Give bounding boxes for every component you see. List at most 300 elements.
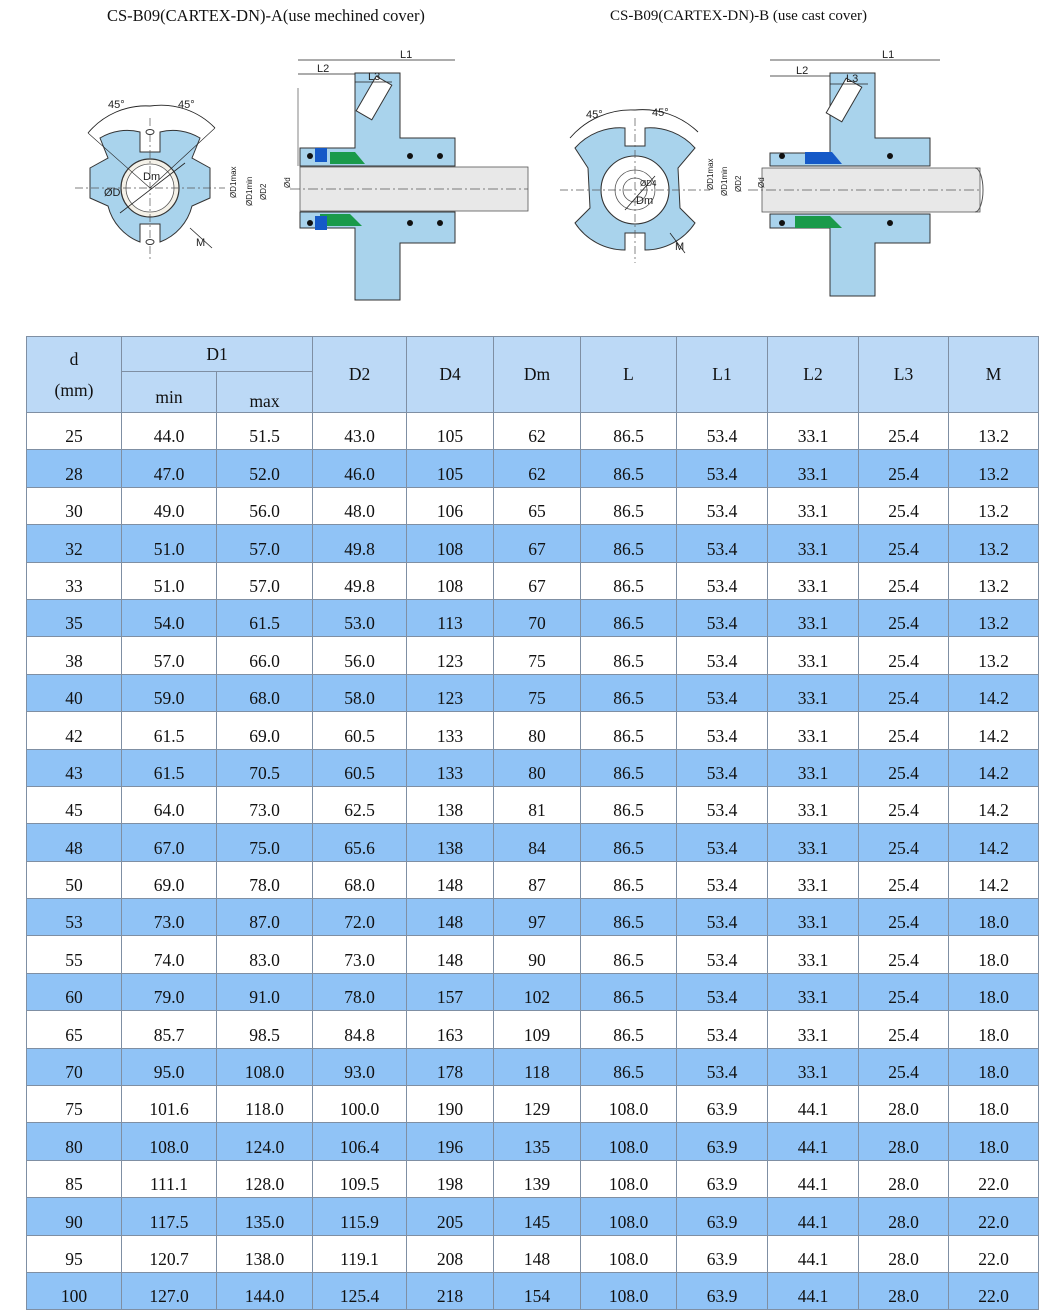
- cell-m: 13.2: [949, 562, 1039, 599]
- cell-d2: 119.1: [313, 1235, 407, 1272]
- cell-dm: 62: [494, 450, 581, 487]
- cell-l1: 63.9: [677, 1123, 768, 1160]
- header-d1-min: min: [122, 372, 217, 413]
- cell-l1: 53.4: [677, 973, 768, 1010]
- cell-l: 86.5: [581, 973, 677, 1010]
- cell-l: 86.5: [581, 562, 677, 599]
- cell-m: 13.2: [949, 487, 1039, 524]
- cell-l2: 44.1: [768, 1198, 859, 1235]
- cell-m: 22.0: [949, 1160, 1039, 1197]
- cell-dm: 67: [494, 562, 581, 599]
- header-d1-max: max: [217, 372, 313, 413]
- l2-label-b: L2: [796, 65, 809, 77]
- cell-d: 85: [27, 1160, 122, 1197]
- cell-l3: 25.4: [859, 973, 949, 1010]
- table-row: [27, 674, 1039, 711]
- cell-l2: 33.1: [768, 413, 859, 450]
- cell-d: 45: [27, 786, 122, 823]
- cell-d4: 138: [407, 786, 494, 823]
- cell-dm: 90: [494, 936, 581, 973]
- cell-d2: 48.0: [313, 487, 407, 524]
- l3-label: L3: [368, 71, 381, 83]
- table-row: [27, 413, 1039, 450]
- table-row: [27, 1086, 1039, 1123]
- cell-d1-min: 61.5: [122, 712, 217, 749]
- cell-m: 13.2: [949, 599, 1039, 636]
- header-d: [27, 337, 122, 413]
- cell-d1-min: 73.0: [122, 899, 217, 936]
- table-row: [27, 824, 1039, 861]
- cell-d4: 123: [407, 674, 494, 711]
- cell-d1-max: 144.0: [217, 1272, 313, 1309]
- cell-d: 90: [27, 1198, 122, 1235]
- cell-l3: 25.4: [859, 599, 949, 636]
- cell-m: 13.2: [949, 637, 1039, 674]
- cell-d2: 60.5: [313, 712, 407, 749]
- cell-l2: 33.1: [768, 973, 859, 1010]
- cell-d4: 208: [407, 1235, 494, 1272]
- cell-l1: 53.4: [677, 562, 768, 599]
- cell-d4: 148: [407, 936, 494, 973]
- cell-d1-max: 52.0: [217, 450, 313, 487]
- cell-d2: 84.8: [313, 1011, 407, 1048]
- od1min-label-b: ØD1min: [720, 166, 729, 196]
- cell-d2: 68.0: [313, 861, 407, 898]
- cell-l2: 44.1: [768, 1235, 859, 1272]
- cell-d1-min: 67.0: [122, 824, 217, 861]
- cell-l: 86.5: [581, 824, 677, 861]
- cell-d1-max: 66.0: [217, 637, 313, 674]
- od-label: ØD: [104, 187, 121, 199]
- cell-l1: 53.4: [677, 487, 768, 524]
- drawing-b-title: CS-B09(CARTEX-DN)-B (use cast cover): [610, 8, 867, 24]
- cell-d2: 115.9: [313, 1198, 407, 1235]
- cell-d4: 190: [407, 1086, 494, 1123]
- cell-d: 75: [27, 1086, 122, 1123]
- cell-m: 18.0: [949, 899, 1039, 936]
- cell-dm: 70: [494, 599, 581, 636]
- cell-d: 48: [27, 824, 122, 861]
- cell-l3: 25.4: [859, 525, 949, 562]
- cell-dm: 139: [494, 1160, 581, 1197]
- cell-d2: 100.0: [313, 1086, 407, 1123]
- cell-l2: 33.1: [768, 450, 859, 487]
- header-m: M: [949, 337, 1039, 413]
- cell-dm: 62: [494, 413, 581, 450]
- table-row: [27, 1048, 1039, 1085]
- cell-m: 14.2: [949, 861, 1039, 898]
- cell-d: 95: [27, 1235, 122, 1272]
- cell-l3: 25.4: [859, 899, 949, 936]
- cell-m: 14.2: [949, 712, 1039, 749]
- cell-dm: 75: [494, 674, 581, 711]
- cell-l3: 25.4: [859, 1011, 949, 1048]
- cell-d4: 178: [407, 1048, 494, 1085]
- header-d1: D1: [122, 337, 313, 372]
- cell-d2: 62.5: [313, 786, 407, 823]
- cell-d4: 105: [407, 413, 494, 450]
- cell-m: 14.2: [949, 786, 1039, 823]
- cell-l: 108.0: [581, 1235, 677, 1272]
- front-view-b: [560, 107, 710, 263]
- cell-l2: 33.1: [768, 562, 859, 599]
- cell-l1: 53.4: [677, 936, 768, 973]
- cell-l: 108.0: [581, 1160, 677, 1197]
- cell-d: 43: [27, 749, 122, 786]
- cell-l: 86.5: [581, 1048, 677, 1085]
- cell-d2: 93.0: [313, 1048, 407, 1085]
- header-l3: L3: [859, 337, 949, 413]
- cell-d1-max: 83.0: [217, 936, 313, 973]
- cell-l1: 63.9: [677, 1272, 768, 1309]
- cell-m: 22.0: [949, 1272, 1039, 1309]
- cell-d1-max: 70.5: [217, 749, 313, 786]
- cell-d4: 105: [407, 450, 494, 487]
- l1-label: L1: [400, 49, 413, 61]
- cell-d: 60: [27, 973, 122, 1010]
- header-d4: D4: [407, 337, 494, 413]
- shaft-d-label-b: Ød: [757, 177, 766, 188]
- cell-l2: 33.1: [768, 712, 859, 749]
- header-l: L: [581, 337, 677, 413]
- cell-d1-max: 61.5: [217, 599, 313, 636]
- cell-l2: 33.1: [768, 861, 859, 898]
- cell-l3: 28.0: [859, 1198, 949, 1235]
- cell-d1-max: 108.0: [217, 1048, 313, 1085]
- cell-dm: 80: [494, 712, 581, 749]
- cell-l: 108.0: [581, 1123, 677, 1160]
- cell-l: 86.5: [581, 450, 677, 487]
- cell-l: 86.5: [581, 674, 677, 711]
- cell-l1: 53.4: [677, 413, 768, 450]
- angle-label-left-b: 45°: [586, 109, 603, 121]
- cell-m: 22.0: [949, 1198, 1039, 1235]
- cell-l2: 33.1: [768, 786, 859, 823]
- cell-d: 50: [27, 861, 122, 898]
- shaft-d-label: Ød: [283, 177, 292, 188]
- cell-d1-max: 87.0: [217, 899, 313, 936]
- cell-d: 70: [27, 1048, 122, 1085]
- cell-dm: 75: [494, 637, 581, 674]
- cell-l1: 53.4: [677, 525, 768, 562]
- cell-d: 30: [27, 487, 122, 524]
- cell-l: 86.5: [581, 786, 677, 823]
- cell-l2: 33.1: [768, 525, 859, 562]
- header-l1: L1: [677, 337, 768, 413]
- od2-label: ØD2: [259, 183, 268, 200]
- cell-d2: 78.0: [313, 973, 407, 1010]
- cell-d: 33: [27, 562, 122, 599]
- cell-d1-max: 91.0: [217, 973, 313, 1010]
- cell-dm: 135: [494, 1123, 581, 1160]
- dimension-table: [26, 336, 1039, 1310]
- cell-d: 38: [27, 637, 122, 674]
- cell-d1-max: 128.0: [217, 1160, 313, 1197]
- cell-l1: 63.9: [677, 1198, 768, 1235]
- cell-m: 13.2: [949, 413, 1039, 450]
- cell-l3: 28.0: [859, 1272, 949, 1309]
- cell-l3: 25.4: [859, 413, 949, 450]
- table-row: [27, 487, 1039, 524]
- cell-d4: 138: [407, 824, 494, 861]
- cell-l2: 33.1: [768, 674, 859, 711]
- od2-label-b: ØD2: [734, 175, 743, 192]
- cell-l3: 25.4: [859, 450, 949, 487]
- cell-d1-max: 124.0: [217, 1123, 313, 1160]
- cell-l1: 53.4: [677, 712, 768, 749]
- dm-label-b: Dm: [636, 195, 654, 207]
- cell-d1-min: 49.0: [122, 487, 217, 524]
- cell-dm: 65: [494, 487, 581, 524]
- cell-dm: 67: [494, 525, 581, 562]
- cell-l2: 33.1: [768, 599, 859, 636]
- cell-l3: 25.4: [859, 562, 949, 599]
- cell-dm: 145: [494, 1198, 581, 1235]
- cell-d1-min: 108.0: [122, 1123, 217, 1160]
- cell-m: 13.2: [949, 450, 1039, 487]
- m-label: M: [196, 237, 206, 249]
- cell-d4: 196: [407, 1123, 494, 1160]
- cell-d4: 198: [407, 1160, 494, 1197]
- l3-label-b: L3: [846, 73, 859, 85]
- cell-d2: 72.0: [313, 899, 407, 936]
- table-row: [27, 1123, 1039, 1160]
- cell-l3: 25.4: [859, 936, 949, 973]
- cell-dm: 154: [494, 1272, 581, 1309]
- cell-l1: 53.4: [677, 450, 768, 487]
- cell-l2: 33.1: [768, 1011, 859, 1048]
- cell-l1: 63.9: [677, 1160, 768, 1197]
- cell-l2: 44.1: [768, 1272, 859, 1309]
- cell-d1-max: 56.0: [217, 487, 313, 524]
- cell-d4: 148: [407, 899, 494, 936]
- cell-l: 86.5: [581, 861, 677, 898]
- table-row: [27, 786, 1039, 823]
- table-row: [27, 525, 1039, 562]
- cell-l3: 25.4: [859, 712, 949, 749]
- cell-d1-min: 51.0: [122, 525, 217, 562]
- drawing-a-title: CS-B09(CARTEX-DN)-A(use mechined cover): [107, 6, 425, 25]
- cell-l2: 44.1: [768, 1086, 859, 1123]
- cell-l: 86.5: [581, 1011, 677, 1048]
- cell-d1-min: 57.0: [122, 637, 217, 674]
- cell-d1-max: 68.0: [217, 674, 313, 711]
- cell-l1: 53.4: [677, 861, 768, 898]
- header-d-unit: (mm): [54, 379, 94, 400]
- cell-m: 18.0: [949, 1011, 1039, 1048]
- cell-l1: 53.4: [677, 786, 768, 823]
- cell-l: 86.5: [581, 637, 677, 674]
- cell-d: 40: [27, 674, 122, 711]
- cell-d: 42: [27, 712, 122, 749]
- cell-dm: 109: [494, 1011, 581, 1048]
- table-row: [27, 973, 1039, 1010]
- cell-l: 86.5: [581, 899, 677, 936]
- table-row: [27, 1235, 1039, 1272]
- cell-l: 86.5: [581, 936, 677, 973]
- cell-d1-max: 138.0: [217, 1235, 313, 1272]
- table-row: [27, 749, 1039, 786]
- cell-m: 18.0: [949, 973, 1039, 1010]
- cell-d2: 49.8: [313, 562, 407, 599]
- cell-l3: 25.4: [859, 749, 949, 786]
- cell-l1: 63.9: [677, 1086, 768, 1123]
- header-dm: Dm: [494, 337, 581, 413]
- cell-l: 86.5: [581, 749, 677, 786]
- l2-label: L2: [317, 63, 330, 75]
- cell-d2: 46.0: [313, 450, 407, 487]
- cell-l3: 25.4: [859, 674, 949, 711]
- cell-d1-max: 57.0: [217, 525, 313, 562]
- cell-d1-min: 59.0: [122, 674, 217, 711]
- cell-d: 25: [27, 413, 122, 450]
- cell-d1-max: 75.0: [217, 824, 313, 861]
- cell-d: 65: [27, 1011, 122, 1048]
- cell-d1-max: 57.0: [217, 562, 313, 599]
- cell-d1-min: 47.0: [122, 450, 217, 487]
- cell-d: 80: [27, 1123, 122, 1160]
- cell-d1-min: 120.7: [122, 1235, 217, 1272]
- table-row: [27, 861, 1039, 898]
- cell-l3: 25.4: [859, 786, 949, 823]
- cell-l3: 25.4: [859, 824, 949, 861]
- cell-l1: 53.4: [677, 1011, 768, 1048]
- angle-label-right-b: 45°: [652, 107, 669, 119]
- od1max-label-b: ØD1max: [706, 158, 715, 190]
- od4-label: ØD4: [640, 179, 657, 188]
- cell-l2: 33.1: [768, 824, 859, 861]
- cell-d1-max: 69.0: [217, 712, 313, 749]
- table-row: [27, 936, 1039, 973]
- m-label-b: M: [675, 241, 685, 253]
- cell-dm: 148: [494, 1235, 581, 1272]
- cell-m: 14.2: [949, 824, 1039, 861]
- front-view-a: [75, 99, 225, 260]
- cell-l: 86.5: [581, 525, 677, 562]
- cell-d2: 73.0: [313, 936, 407, 973]
- cell-d2: 65.6: [313, 824, 407, 861]
- cell-d2: 109.5: [313, 1160, 407, 1197]
- cell-dm: 129: [494, 1086, 581, 1123]
- cell-d1-max: 73.0: [217, 786, 313, 823]
- cell-d1-min: 54.0: [122, 599, 217, 636]
- cell-d2: 43.0: [313, 413, 407, 450]
- cell-d2: 106.4: [313, 1123, 407, 1160]
- section-view-a: [229, 49, 528, 300]
- cell-d1-min: 64.0: [122, 786, 217, 823]
- cell-d2: 58.0: [313, 674, 407, 711]
- cell-m: 18.0: [949, 1048, 1039, 1085]
- cell-l2: 44.1: [768, 1160, 859, 1197]
- cell-m: 14.2: [949, 749, 1039, 786]
- cell-m: 14.2: [949, 674, 1039, 711]
- cell-l: 108.0: [581, 1198, 677, 1235]
- cell-l: 86.5: [581, 487, 677, 524]
- cell-dm: 102: [494, 973, 581, 1010]
- l1-label-b: L1: [882, 49, 895, 61]
- cell-l2: 33.1: [768, 749, 859, 786]
- cell-l1: 53.4: [677, 599, 768, 636]
- cell-d4: 113: [407, 599, 494, 636]
- cell-d4: 163: [407, 1011, 494, 1048]
- table-row: [27, 1198, 1039, 1235]
- cell-l3: 25.4: [859, 1048, 949, 1085]
- cell-dm: 81: [494, 786, 581, 823]
- cell-d1-max: 51.5: [217, 413, 313, 450]
- section-view-b: [706, 49, 983, 296]
- table-body: [27, 413, 1039, 1310]
- cell-dm: 80: [494, 749, 581, 786]
- cell-d1-min: 127.0: [122, 1272, 217, 1309]
- cell-l1: 53.4: [677, 899, 768, 936]
- cell-d4: 148: [407, 861, 494, 898]
- cell-l1: 53.4: [677, 824, 768, 861]
- cell-d4: 123: [407, 637, 494, 674]
- cell-d4: 106: [407, 487, 494, 524]
- cell-l1: 53.4: [677, 674, 768, 711]
- cell-l1: 63.9: [677, 1235, 768, 1272]
- cell-d4: 205: [407, 1198, 494, 1235]
- cell-dm: 87: [494, 861, 581, 898]
- cell-d1-min: 51.0: [122, 562, 217, 599]
- cell-l3: 28.0: [859, 1160, 949, 1197]
- cell-l2: 44.1: [768, 1123, 859, 1160]
- cell-d1-min: 117.5: [122, 1198, 217, 1235]
- cell-l3: 25.4: [859, 637, 949, 674]
- cell-d2: 53.0: [313, 599, 407, 636]
- cell-dm: 118: [494, 1048, 581, 1085]
- cell-d: 100: [27, 1272, 122, 1309]
- cell-l: 108.0: [581, 1086, 677, 1123]
- cell-m: 13.2: [949, 525, 1039, 562]
- cell-dm: 97: [494, 899, 581, 936]
- table-row: [27, 899, 1039, 936]
- cell-d4: 157: [407, 973, 494, 1010]
- cell-d4: 108: [407, 525, 494, 562]
- cell-d1-max: 78.0: [217, 861, 313, 898]
- cell-l2: 33.1: [768, 936, 859, 973]
- cell-d1-max: 135.0: [217, 1198, 313, 1235]
- od1min-label: ØD1min: [245, 176, 254, 206]
- cell-m: 18.0: [949, 936, 1039, 973]
- cell-d: 28: [27, 450, 122, 487]
- cell-l1: 53.4: [677, 637, 768, 674]
- cell-m: 18.0: [949, 1123, 1039, 1160]
- cell-l3: 25.4: [859, 861, 949, 898]
- cell-d1-min: 69.0: [122, 861, 217, 898]
- cell-l2: 33.1: [768, 487, 859, 524]
- table-row: [27, 712, 1039, 749]
- cell-d1-min: 79.0: [122, 973, 217, 1010]
- drawing-b: [530, 28, 1059, 308]
- cell-d1-min: 101.6: [122, 1086, 217, 1123]
- cell-d2: 49.8: [313, 525, 407, 562]
- cell-d4: 218: [407, 1272, 494, 1309]
- cell-d4: 133: [407, 749, 494, 786]
- cell-d1-max: 118.0: [217, 1086, 313, 1123]
- od1max-label: ØD1max: [229, 166, 238, 198]
- header-d-label: d: [69, 348, 79, 369]
- cell-l: 108.0: [581, 1272, 677, 1309]
- cell-l3: 28.0: [859, 1123, 949, 1160]
- cell-l1: 53.4: [677, 749, 768, 786]
- table-row: [27, 562, 1039, 599]
- cell-l3: 25.4: [859, 487, 949, 524]
- drawing-a: [0, 28, 530, 308]
- table-header-row: [27, 337, 1039, 372]
- cell-l: 86.5: [581, 599, 677, 636]
- cell-l2: 33.1: [768, 1048, 859, 1085]
